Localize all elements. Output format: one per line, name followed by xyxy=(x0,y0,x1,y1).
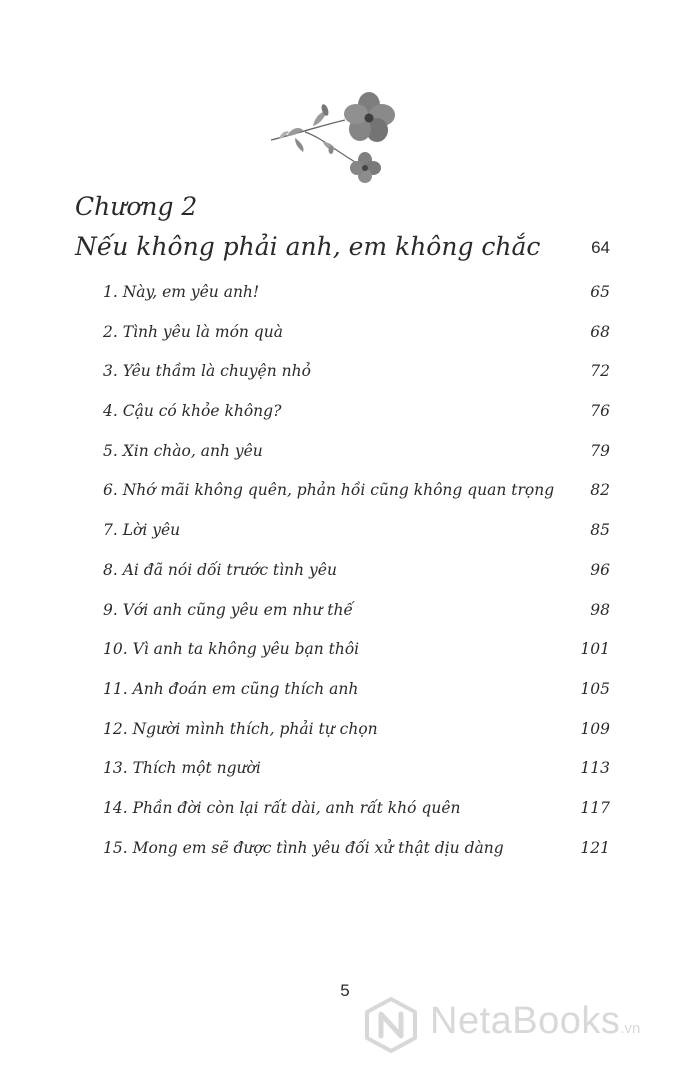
toc-entry xyxy=(103,396,610,436)
watermark xyxy=(362,996,692,1056)
table-of-contents xyxy=(103,277,610,872)
toc-entry-page: 79 xyxy=(590,441,610,460)
toc-entry-title: 10. Vì anh ta không yêu bạn thôi xyxy=(103,640,360,659)
toc-entry xyxy=(103,317,610,357)
toc-entry-title: 9. Với anh cũng yêu em như thế xyxy=(103,600,354,619)
toc-entry-page: 68 xyxy=(590,322,610,341)
toc-entry xyxy=(103,595,610,635)
toc-entry xyxy=(103,674,610,714)
toc-entry-title: 6. Nhớ mãi không quên, phản hồi cũng không quan trọng xyxy=(103,481,555,500)
toc-entry-title: 5. Xin chào, anh yêu xyxy=(103,441,263,460)
toc-entry-title: 15. Mong em sẽ được tình yêu đối xử thật dịu dàng xyxy=(103,838,504,857)
toc-entry-title: 12. Người mình thích, phải tự chọn xyxy=(103,719,378,738)
toc-entry-page: 65 xyxy=(590,283,610,301)
chapter-label: Chương 2 xyxy=(75,192,198,221)
toc-entry xyxy=(103,753,610,793)
toc-entry-page: 117 xyxy=(580,798,610,817)
flower-sprig-illustration xyxy=(265,92,405,192)
toc-entry-title: 14. Phần đời còn lại rất dài, anh rất khó quên xyxy=(103,798,461,817)
toc-entry-page: 76 xyxy=(590,402,610,421)
toc-entry-page: 85 xyxy=(590,521,610,540)
toc-entry-page: 105 xyxy=(580,679,610,698)
toc-entry xyxy=(103,714,610,754)
toc-entry-title: 2. Tình yêu là món quà xyxy=(103,322,283,341)
toc-entry-title: 1. Này, em yêu anh! xyxy=(103,283,260,301)
toc-entry-page: 72 xyxy=(590,362,610,381)
toc-entry-page: 82 xyxy=(590,481,610,500)
chapter-page-number: 64 xyxy=(591,238,610,257)
toc-entry-page: 109 xyxy=(580,719,610,738)
toc-entry xyxy=(103,277,610,317)
toc-entry-title: 7. Lời yêu xyxy=(103,521,181,540)
page-number: 5 xyxy=(340,981,350,1000)
toc-entry xyxy=(103,356,610,396)
toc-entry xyxy=(103,555,610,595)
toc-entry-title: 8. Ai đã nói dối trước tình yêu xyxy=(103,560,337,579)
chapter-title-row xyxy=(75,232,610,268)
watermark-text xyxy=(430,1000,640,1043)
toc-entry xyxy=(103,515,610,555)
toc-entry-page: 101 xyxy=(580,640,610,659)
toc-entry xyxy=(103,436,610,476)
toc-entry xyxy=(103,475,610,515)
toc-entry-title: 13. Thích một người xyxy=(103,759,261,778)
chapter-title: Nếu không phải anh, em không chắc xyxy=(75,232,541,261)
watermark-tld: .vn xyxy=(620,1020,641,1037)
toc-entry-title: 3. Yêu thầm là chuyện nhỏ xyxy=(103,362,311,381)
toc-entry-page: 98 xyxy=(590,600,610,619)
toc-entry xyxy=(103,793,610,833)
watermark-brand: NetaBooks xyxy=(430,1000,621,1042)
toc-entry-page: 96 xyxy=(590,560,610,579)
toc-entry xyxy=(103,833,610,873)
toc-entry-title: 11. Anh đoán em cũng thích anh xyxy=(103,679,359,698)
toc-entry-page: 121 xyxy=(580,838,610,857)
toc-entry xyxy=(103,634,610,674)
toc-entry-page: 113 xyxy=(580,759,610,778)
netabooks-logo-icon xyxy=(362,996,420,1054)
toc-entry-title: 4. Cậu có khỏe không? xyxy=(103,402,282,421)
